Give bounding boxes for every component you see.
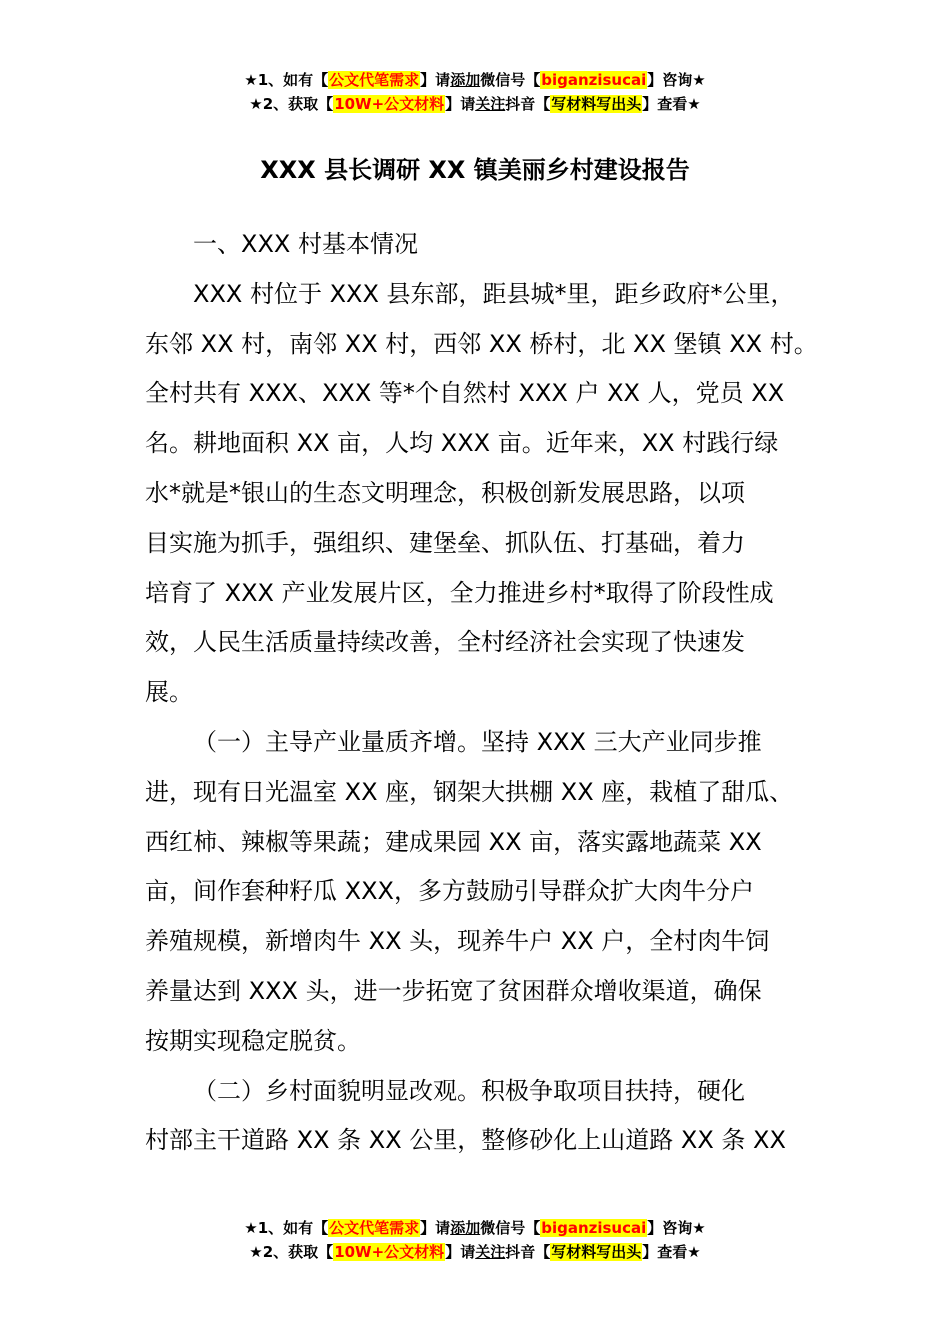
banner-line-1: ★1、如有【公文代笔需求】请添加微信号【biganzisucai】咨询★ (244, 71, 706, 89)
header-banner (0, 68, 950, 116)
paragraph-line: （二）乡村面貌明显改观。积极争取项目扶持，硬化 (193, 1076, 745, 1105)
document-title: XXX 县长调研 XX 镇美丽乡村建设报告 (260, 156, 690, 184)
banner-line-2: ★2、获取【10W+公文材料】请关注抖音【写材料写出头】查看★ (249, 1243, 701, 1261)
highlight-douyin: 写材料写出头 (551, 1243, 642, 1261)
highlight-service: 公文代笔需求 (329, 1219, 420, 1237)
paragraph-line: 西红柿、辣椒等果蔬；建成果园 XX 亩，落实露地蔬菜 XX (145, 827, 762, 856)
paragraph-line: 养量达到 XXX 头，进一步拓宽了贫困群众增收渠道，确保 (145, 976, 762, 1005)
paragraph-line: （一）主导产业量质齐增。坚持 XXX 三大产业同步推 (193, 727, 762, 756)
document-body (145, 220, 818, 1166)
paragraph-line: 东邻 XX 村，南邻 XX 村，西邻 XX 桥村，北 XX 堡镇 XX 村。 (145, 329, 818, 358)
paragraph-line: 培育了 XXX 产业发展片区，全力推进乡村*取得了阶段性成 (145, 578, 774, 607)
paragraph-line: 水*就是*银山的生态文明理念，积极创新发展思路，以项 (145, 478, 745, 507)
footer-banner (0, 1216, 950, 1264)
paragraph-line: 进，现有日光温室 XX 座，钢架大拱棚 XX 座，栽植了甜瓜、 (145, 777, 794, 806)
banner-line-2: ★2、获取【10W+公文材料】请关注抖音【写材料写出头】查看★ (249, 95, 701, 113)
paragraph-line: 全村共有 XXX、XXX 等*个自然村 XXX 户 XX 人，党员 XX (145, 379, 785, 408)
paragraph-line: 亩，间作套种籽瓜 XXX，多方鼓励引导群众扩大肉牛分户 (145, 877, 754, 906)
highlight-materials: 10W+公文材料 (334, 95, 445, 113)
paragraph-line: 目实施为抓手，强组织、建堡垒、抓队伍、打基础，着力 (145, 528, 745, 557)
paragraph-line: 养殖规模，新增肉牛 XX 头，现养牛户 XX 户，全村肉牛饲 (145, 927, 770, 956)
highlight-wechat-id: biganzisucai (541, 1219, 647, 1237)
highlight-service: 公文代笔需求 (329, 71, 420, 89)
paragraph-line: 效，人民生活质量持续改善，全村经济社会实现了快速发 (145, 628, 745, 657)
section-heading: 一、XXX 村基本情况 (193, 230, 418, 258)
highlight-douyin: 写材料写出头 (551, 95, 642, 113)
paragraph-line: XXX 村位于 XXX 县东部，距县城*里，距乡政府*公里， (193, 279, 795, 308)
highlight-wechat-id: biganzisucai (541, 71, 647, 89)
paragraph-line: 按期实现稳定脱贫。 (145, 1026, 361, 1055)
paragraph-line: 名。耕地面积 XX 亩，人均 XXX 亩。近年来，XX 村践行绿 (145, 429, 779, 458)
highlight-materials: 10W+公文材料 (334, 1243, 445, 1261)
paragraph-line: 展。 (145, 678, 193, 707)
banner-line-1: ★1、如有【公文代笔需求】请添加微信号【biganzisucai】咨询★ (244, 1219, 706, 1237)
paragraph-line: 村部主干道路 XX 条 XX 公里，整修砂化上山道路 XX 条 XX (145, 1126, 786, 1155)
